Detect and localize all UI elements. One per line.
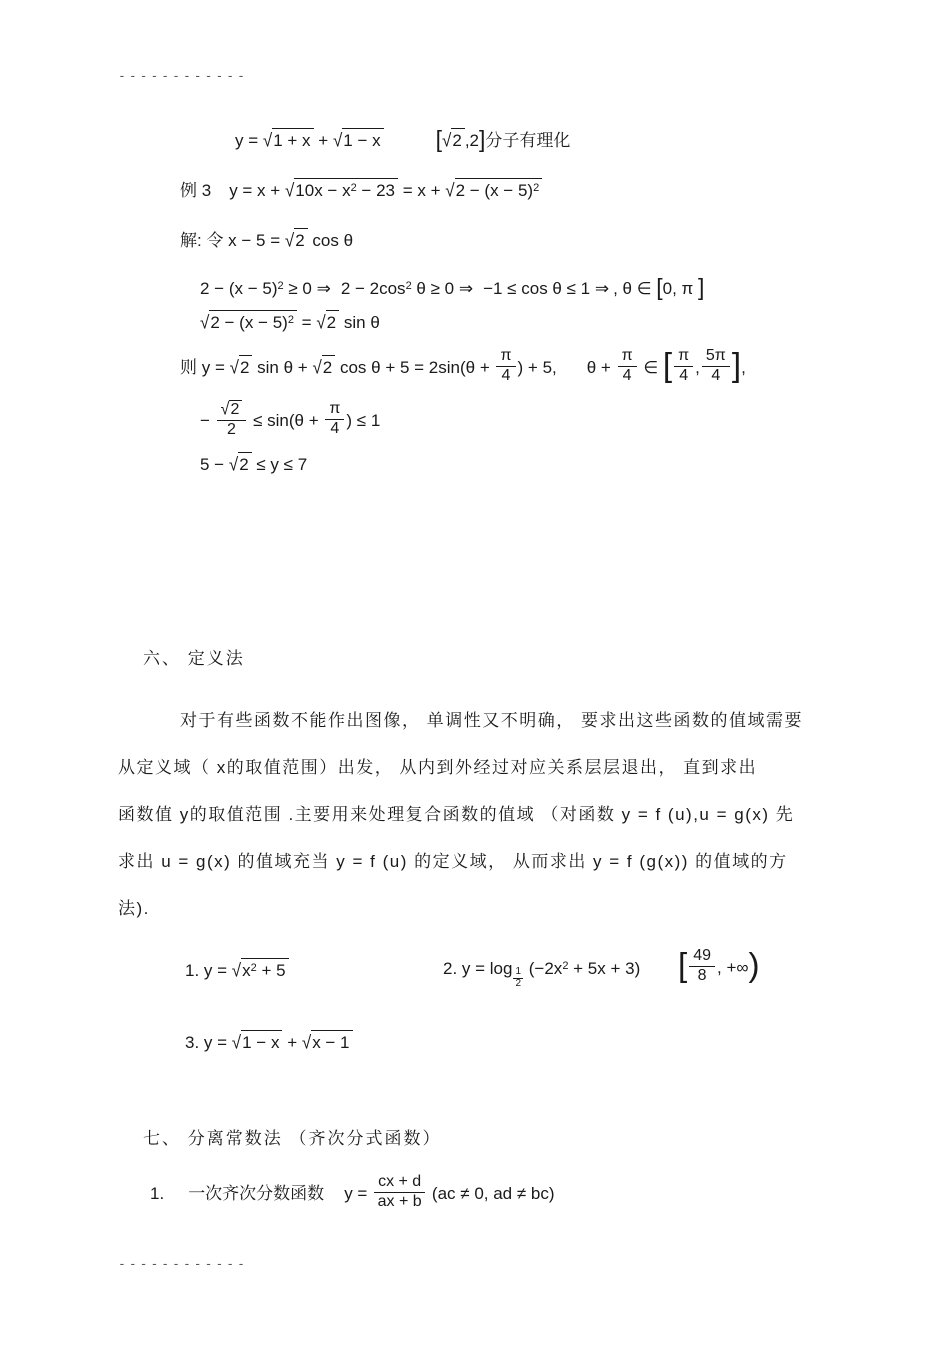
fraction-denominator: ax + b [377,1192,422,1210]
fraction-denominator: 4 [330,419,340,437]
fraction-denominator: 4 [679,366,689,384]
sqrt-radical [232,1030,283,1055]
radicand: 1 + x [272,128,313,153]
sqrt-radical [200,310,297,335]
radicand: $x^2 + 5$ [241,958,288,983]
fraction-numerator: 1 [515,966,522,978]
sqrt-radical [229,452,252,477]
sqrt-radical [312,355,335,380]
fraction-numerator: π [496,348,515,367]
sqrt-radical [230,355,253,380]
section-7-heading: 七、 分离常数法 （齐次分式函数） [143,1129,442,1148]
radicand: 1 − x [342,128,383,153]
sqrt-radical [232,958,289,983]
fraction-numerator: π [325,401,344,420]
radicand: 2 [322,355,335,380]
radicand: 2 [451,128,464,153]
superscript: 2 [405,280,412,292]
example-3-formula: 例 3 $y = x + √10x - x^2 - 23 = x + √2 - (x - 5)^2$ [180,178,542,203]
big-delimiter: ] [731,346,742,384]
fraction [618,348,637,385]
radical-sign-icon: √ [284,180,295,201]
solution-substitution: 解: 令 x − 5 = √2 cos θ [180,228,353,253]
fraction-denominator: 8 [697,966,707,984]
fraction-numerator: π [674,348,693,367]
radicand: x − 1 [311,1030,352,1055]
sin-bounds: − $\frac{√2}{2}$ ≤ sin(θ + $\frac{\pi}{4}$ ) ≤ 1 [200,400,381,438]
radical-sign-icon: √ [200,312,210,333]
big-delimiter: ) [748,946,760,984]
fraction [496,348,515,385]
fraction-denominator: 4 [622,366,632,384]
big-delimiter: [ [678,946,688,984]
fraction-denominator: 2 [227,420,236,438]
sqrt-radical [316,310,339,335]
inequality-chain: $2 - (x - 5)^2 \ge 0$ ⇒ $2 - 2\cos^2$ θ ≥ 0 ⇒ −1 ≤ cos θ ≤ 1 ⇒ , θ ∈ [0, π ] [200,274,705,301]
problem-2-answer-interval: [ $\frac{49}{8}$ , +∞) [678,946,760,984]
radicand: $2 - (x - 5)^2$ [455,178,543,203]
fraction-numerator [217,400,247,421]
radical-sign-icon: √ [301,1032,312,1053]
bottom-dashed-separator: ------------ [118,1257,248,1272]
fraction-denominator: 2 [515,977,522,989]
big-delimiter: ] [697,274,705,301]
big-delimiter: ] [479,126,486,153]
section-6-heading: 六、 定义法 [143,649,245,668]
paragraph-line-3: 函数值 y的取值范围 .主要用来处理复合函数的值域 （对函数 y = f (u),u = g(x) 先 [118,805,795,824]
sqrt-radical [302,1030,353,1055]
sqrt-radical [285,228,308,253]
sqrt-radical [442,128,465,153]
radicand: 2 [239,355,252,380]
formula-rationalization: y = √1 + x + √1 − x [√2 ,2]分子有理化 [235,126,571,153]
paragraph-line-5: 法). [118,899,150,918]
fraction [325,401,344,438]
fraction [689,948,715,985]
fraction-numerator: 5π [702,348,730,367]
sqrt-equals-sin: $√2 - (x - 5)^2 = √2$ sin θ [200,310,380,335]
problem-3: 3. y = √1 − x + √x − 1 [185,1030,353,1055]
final-range: 5 − √2 ≤ y ≤ 7 [200,452,307,477]
fraction [217,400,247,439]
fraction-denominator: 4 [501,366,511,384]
radicand: 2 [229,400,242,419]
radical-sign-icon: √ [262,130,273,151]
radical-sign-icon: √ [231,1032,242,1053]
sqrt-radical [221,400,243,419]
subscript [512,966,524,989]
radical-sign-icon: √ [231,960,242,981]
sqrt-radical [333,128,384,153]
fraction [674,348,693,385]
radical-sign-icon: √ [220,400,230,419]
sqrt-radical [285,178,398,203]
superscript: 2 [277,280,284,292]
radical-sign-icon: √ [445,180,455,201]
homogeneous-fraction-function: 1. 一次齐次分数函数 y = $\frac{cx + d}{ax + b}$ (ac ≠ 0, ad ≠ bc) [150,1173,555,1210]
fraction-denominator: 4 [711,366,721,384]
radical-sign-icon: √ [316,312,326,333]
fraction-numerator: π [618,348,637,367]
y-expression-line: 则 y = √2 sin θ + √2 cos θ + 5 = 2sin(θ + $\frac{\pi}{4}$ ) + 5, θ + $\frac{\pi}{4}$ ∈ [ $\frac{\pi}{4}$ , $\frac{5\pi}{4}$ ], [180,346,746,384]
top-dashed-separator: ------------ [118,69,248,84]
paragraph-line-2: 从定义域（ x的取值范围）出发， 从内到外经过对应关系层层退出， 直到求出 [118,758,758,777]
radical-sign-icon: √ [228,454,239,475]
fraction-numerator: 49 [689,948,715,967]
paragraph-line-1: 对于有些函数不能作出图像， 单调性又不明确， 要求出这些函数的值域需要 [180,711,803,730]
superscript: 2 [350,182,357,194]
radical-sign-icon: √ [229,356,239,378]
fraction [513,967,523,989]
sqrt-radical [445,178,542,203]
problem-2: 2. y = log $_{\frac{1}{2}}$ $(-2x^2 + 5x + 3)$ [443,959,641,989]
radical-sign-icon: √ [312,356,322,378]
radicand: $2 - (x - 5)^2$ [209,310,297,335]
big-delimiter: [ [656,274,663,301]
fraction [374,1174,425,1211]
sqrt-radical [263,128,314,153]
radicand: 1 − x [241,1030,282,1055]
superscript: 2 [562,960,569,972]
radicand: 2 [238,452,251,477]
radical-sign-icon: √ [332,130,343,151]
radical-sign-icon: √ [442,130,452,151]
radical-sign-icon: √ [284,230,295,251]
superscript: 2 [287,314,294,326]
fraction [702,348,730,385]
radicand: $10x - x^2 - 23$ [294,178,398,203]
superscript: 2 [533,182,540,194]
radicand: 2 [294,228,307,253]
big-delimiter: [ [435,126,442,153]
big-delimiter: [ [662,346,673,384]
superscript: 2 [250,962,257,974]
radicand: 2 [326,310,339,335]
paragraph-line-4: 求出 u = g(x) 的值域充当 y = f (u) 的定义域， 从而求出 y = f (g(x)) 的值域的方 [118,852,788,871]
problem-1: 1. $y = √x^2 + 5$ [185,958,289,983]
fraction-numerator: cx + d [374,1174,425,1193]
